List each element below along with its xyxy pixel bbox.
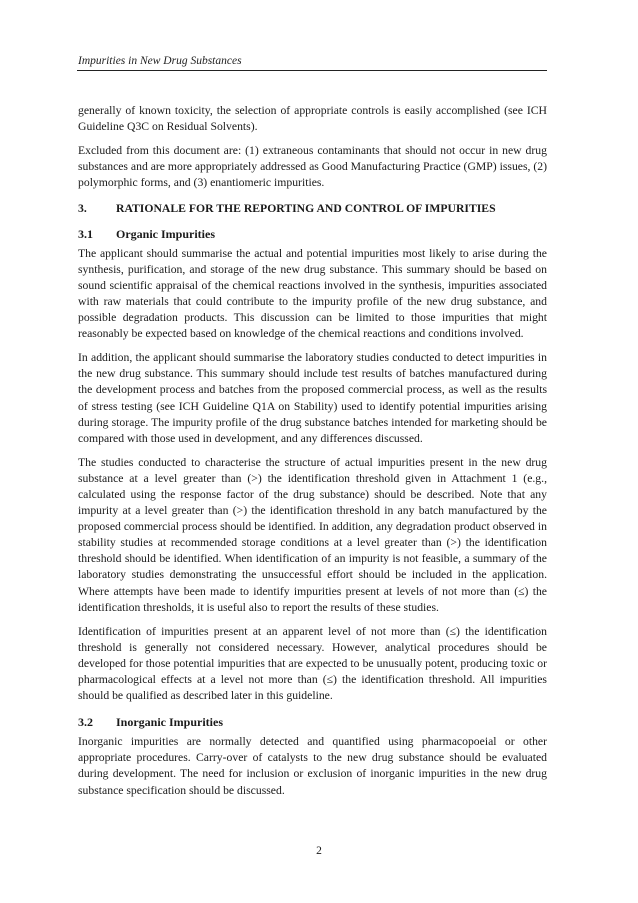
- section-title: RATIONALE FOR THE REPORTING AND CONTROL OF IMPURITIES: [116, 202, 496, 216]
- paragraph-organic-summary: The applicant should summarise the actual and potential impurities most likely to arise during the synthesis, purification, and storage of the new drug substance. This summary should be based on sound scientific appraisal of the chemical reactions involved in the synthesis, impurities associated with raw materials that could contribute to the impurity profile of the new drug substance, and possible degradation products. This discussion can be limited to those impurities that might reasonably be expected based on knowledge of the chemical reactions and conditions involved.: [78, 246, 547, 341]
- section-3-heading: [78, 201, 547, 217]
- paragraph-identification: Identification of impurities present at an apparent level of not more than (≤) the identification threshold is generally not considered necessary. However, analytical procedures should be developed for those potential impurities that are expected to be unusually potent, producing toxic or pharmacological effects at a level not more than (≤) the identification threshold. All impurities should be qualified as described later in this guideline.: [78, 624, 547, 703]
- paragraph-excluded: Excluded from this document are: (1) extraneous contaminants that should not occur in new drug substances and are more appropriately addressed as Good Manufacturing Practice (GMP) issues, (2) polymorphic forms, and (3) enantiomeric impurities.: [78, 144, 547, 190]
- section-number: 3.: [78, 202, 87, 216]
- paragraph-inorganic: Inorganic impurities are normally detected and quantified using pharmacopoeial or other appropriate procedures. Carry-over of catalysts to the new drug substance should be evaluated during development. The need for inclusion or exclusion of inorganic impurities in the new drug substance specification should be discussed.: [78, 735, 547, 797]
- section-number: 3.2: [78, 715, 93, 730]
- paragraph-lab-studies: In addition, the applicant should summarise the laboratory studies conducted to detect impurities in the new drug substance. This summary should include test results of batches manufactured during the development process and batches from the proposed commercial process, as well as the results of stress testing (see ICH Guideline Q1A on Stability) used to identify potential impurities arising during storage. The impurity profile of the drug substance batches intended for marketing should be compared with those used in development, and any differences discussed.: [78, 351, 547, 445]
- page-number: 2: [316, 845, 322, 857]
- section-title: Organic Impurities: [116, 226, 215, 241]
- running-header: Impurities in New Drug Substances: [78, 55, 242, 67]
- section-title: Inorganic Impurities: [116, 715, 224, 730]
- paragraph-toxicity: generally of known toxicity, the selection of appropriate controls is easily accomplished (see ICH Guideline Q3C on Residual Solvents).: [78, 104, 547, 134]
- section-3-1-heading: [78, 226, 547, 242]
- section-number: 3.1: [78, 226, 93, 241]
- header-rule: [77, 70, 547, 71]
- page-body: [78, 103, 547, 807]
- section-3-2-heading: [78, 714, 547, 730]
- paragraph-characterise-structure: The studies conducted to characterise the structure of actual impurities present in the new drug substance at a level greater than (>) the identification threshold given in Attachment 1 (e.g., calculated using the response factor of the drug substance) should be described. Note that any impurity at a level greater than (>) the identification threshold in any batch manufactured by the proposed commercial process should be identified. In addition, any degradation product observed in stability studies at recommended storage conditions at a level greater than (>) the identification threshold should be identified. When identification of an impurity is not feasible, a summary of the laboratory studies demonstrating the unsuccessful effort should be included in the application. Where attempts have been made to identify impurities present at levels of not more than (≤) the identification thresholds, it is useful also to report the results of these studies.: [78, 455, 547, 614]
